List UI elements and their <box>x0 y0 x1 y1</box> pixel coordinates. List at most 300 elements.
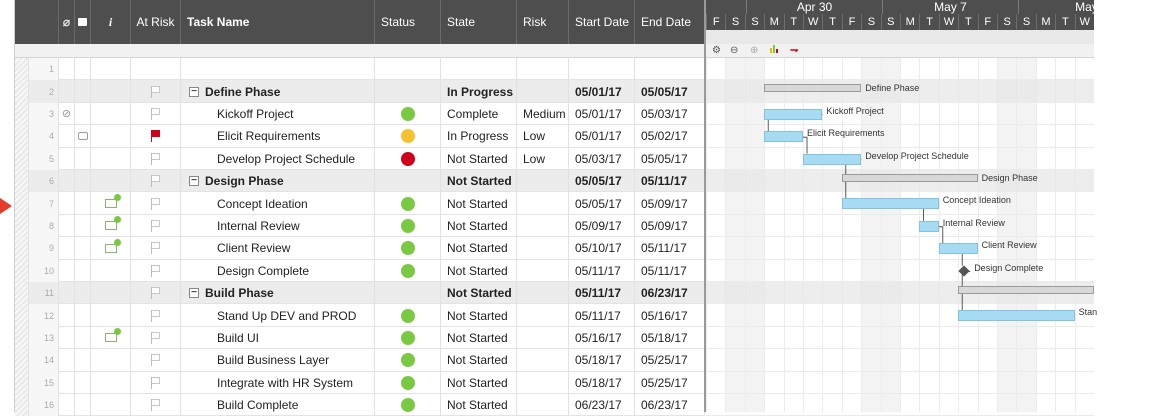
end-date-cell[interactable]: 05/11/17 <box>635 237 705 259</box>
attachment-cell[interactable] <box>59 282 75 304</box>
update-request-icon[interactable] <box>105 333 117 342</box>
day-label: S <box>1016 14 1035 30</box>
at-risk-cell[interactable] <box>131 148 181 170</box>
flag-icon[interactable] <box>151 242 161 254</box>
status-dot <box>401 353 415 367</box>
attachment-cell[interactable] <box>59 372 75 394</box>
state-cell[interactable] <box>441 58 517 80</box>
end-date-cell[interactable]: 05/18/17 <box>635 327 705 349</box>
start-date-cell[interactable] <box>569 58 635 80</box>
collapse-toggle-icon[interactable]: − <box>189 288 199 298</box>
at-risk-column-header[interactable]: At Risk <box>131 0 181 44</box>
info-cell[interactable] <box>91 125 131 147</box>
status-cell[interactable] <box>375 260 441 282</box>
at-risk-cell[interactable] <box>131 327 181 349</box>
attachment-cell[interactable] <box>59 192 75 214</box>
task-name-cell[interactable] <box>181 103 375 125</box>
day-label: M <box>1036 14 1055 30</box>
task-row[interactable] <box>15 58 705 80</box>
end-date-cell[interactable] <box>635 58 705 80</box>
at-risk-cell[interactable] <box>131 282 181 304</box>
comment-cell[interactable] <box>75 394 91 416</box>
phase-bar[interactable] <box>958 286 1094 294</box>
row-number: 7 <box>29 192 59 214</box>
attachment-cell[interactable] <box>59 148 75 170</box>
row-number: 1 <box>29 58 59 80</box>
info-cell[interactable] <box>91 192 131 214</box>
gantt-bar-label: Define Phase <box>865 83 920 94</box>
risk-cell[interactable] <box>517 372 569 394</box>
status-cell[interactable] <box>375 237 441 259</box>
risk-cell[interactable] <box>517 58 569 80</box>
risk-cell[interactable] <box>517 327 569 349</box>
status-cell[interactable] <box>375 170 441 192</box>
comment-cell[interactable] <box>75 260 91 282</box>
task-bar[interactable] <box>764 109 822 120</box>
task-name-cell[interactable] <box>181 304 375 326</box>
comment-cell[interactable] <box>75 327 91 349</box>
task-bar[interactable] <box>939 243 978 254</box>
flag-pennant <box>152 220 160 227</box>
at-risk-cell[interactable] <box>131 372 181 394</box>
notification-badge <box>114 239 121 246</box>
start-date-cell[interactable]: 05/11/17 <box>569 304 635 326</box>
start-date-cell[interactable]: 05/11/17 <box>569 282 635 304</box>
at-risk-cell[interactable] <box>131 394 181 416</box>
start-date-cell[interactable]: 05/01/17 <box>569 80 635 102</box>
task-bar[interactable] <box>919 221 938 232</box>
status-cell[interactable] <box>375 80 441 102</box>
update-request-icon[interactable] <box>105 244 117 253</box>
risk-cell[interactable] <box>517 192 569 214</box>
task-row[interactable] <box>15 237 705 259</box>
row-number: 8 <box>29 215 59 237</box>
grid-subheader <box>15 44 705 58</box>
phase-bar[interactable] <box>764 84 861 92</box>
row-drag-handle[interactable] <box>15 282 29 304</box>
row-drag-handle[interactable] <box>15 304 29 326</box>
day-label: T <box>822 14 841 30</box>
comment-cell[interactable] <box>75 282 91 304</box>
row-drag-handle[interactable] <box>15 170 29 192</box>
flag-pennant <box>152 310 160 317</box>
risk-cell[interactable] <box>517 349 569 371</box>
start-date-cell[interactable]: 05/11/17 <box>569 260 635 282</box>
flag-icon[interactable] <box>151 265 161 277</box>
task-name-cell[interactable] <box>181 260 375 282</box>
flag-pennant <box>152 86 160 93</box>
row-number: 5 <box>29 148 59 170</box>
zoom-out-icon[interactable]: ⊖ <box>730 45 739 56</box>
task-name-cell[interactable] <box>181 215 375 237</box>
info-cell[interactable] <box>91 304 131 326</box>
gantt-bar-label: Design Phase <box>981 173 1038 183</box>
status-column-header[interactable]: Status <box>375 0 441 44</box>
attachment-cell[interactable] <box>59 215 75 237</box>
comment-cell[interactable] <box>75 349 91 371</box>
flag-icon[interactable] <box>151 354 161 366</box>
at-risk-cell[interactable] <box>131 103 181 125</box>
state-cell[interactable]: Not Started <box>441 349 517 371</box>
task-name-cell[interactable] <box>181 148 375 170</box>
flag-pennant <box>152 130 160 137</box>
end-date-cell[interactable]: 05/03/17 <box>635 103 705 125</box>
info-column-header[interactable]: i <box>91 0 131 44</box>
end-date-cell[interactable]: 06/23/17 <box>635 394 705 416</box>
task-name: Design Complete <box>217 263 310 278</box>
task-name-cell[interactable] <box>181 394 375 416</box>
status-cell[interactable] <box>375 215 441 237</box>
row-drag-handle[interactable] <box>15 349 29 371</box>
task-name: Design Phase <box>205 174 284 189</box>
start-date-cell[interactable]: 05/05/17 <box>569 192 635 214</box>
risk-cell[interactable] <box>517 282 569 304</box>
task-row[interactable] <box>15 192 705 214</box>
end-date-cell[interactable]: 05/11/17 <box>635 170 705 192</box>
info-cell[interactable] <box>91 372 131 394</box>
status-dot <box>401 197 415 211</box>
task-name-cell[interactable] <box>181 282 375 304</box>
comment-icon[interactable] <box>78 132 88 140</box>
risk-cell[interactable] <box>517 170 569 192</box>
gantt-toolbar <box>706 44 1094 58</box>
task-row[interactable] <box>15 327 705 349</box>
paperclip-icon[interactable]: ⊘ <box>61 108 72 121</box>
status-cell[interactable] <box>375 282 441 304</box>
comment-cell[interactable] <box>75 148 91 170</box>
flag-pennant <box>152 265 160 272</box>
row-drag-handle[interactable] <box>15 394 29 416</box>
task-bar[interactable] <box>842 198 939 209</box>
task-row[interactable] <box>15 372 705 394</box>
row-drag-handle[interactable] <box>15 372 29 394</box>
row-drag-handle[interactable] <box>15 148 29 170</box>
risk-cell[interactable] <box>517 215 569 237</box>
info-cell[interactable] <box>91 80 131 102</box>
day-label: F <box>706 14 725 30</box>
start-date-cell[interactable]: 05/18/17 <box>569 372 635 394</box>
status-cell[interactable] <box>375 148 441 170</box>
task-row[interactable] <box>15 103 705 125</box>
day-label: S <box>997 14 1016 30</box>
attachment-cell[interactable] <box>59 304 75 326</box>
row-drag-handle[interactable] <box>15 260 29 282</box>
week-label: May <box>1018 0 1154 14</box>
at-risk-cell[interactable] <box>131 304 181 326</box>
task-name-column-header[interactable]: Task Name <box>181 0 375 44</box>
row-drag-handle[interactable] <box>15 103 29 125</box>
end-date-cell[interactable]: 05/25/17 <box>635 349 705 371</box>
row-number: 10 <box>29 260 59 282</box>
row-number: 13 <box>29 327 59 349</box>
info-cell[interactable] <box>91 58 131 80</box>
status-cell[interactable] <box>375 192 441 214</box>
state-cell[interactable]: Not Started <box>441 304 517 326</box>
comment-cell[interactable] <box>75 125 91 147</box>
end-date-cell[interactable]: 05/05/17 <box>635 80 705 102</box>
task-name-cell[interactable] <box>181 327 375 349</box>
flag-icon[interactable] <box>151 220 161 232</box>
day-label: T <box>919 14 938 30</box>
zoom-in-icon[interactable]: ⊕ <box>750 45 759 56</box>
start-date-cell[interactable]: 05/10/17 <box>569 237 635 259</box>
task-row[interactable] <box>15 215 705 237</box>
task-bar[interactable] <box>764 131 803 142</box>
state-cell[interactable]: Not Started <box>441 237 517 259</box>
flag-icon[interactable] <box>151 399 161 411</box>
task-row[interactable] <box>15 148 705 170</box>
task-row[interactable] <box>15 394 705 416</box>
attachment-cell[interactable] <box>59 237 75 259</box>
status-dot <box>401 152 415 166</box>
info-cell[interactable] <box>91 394 131 416</box>
at-risk-cell[interactable] <box>131 260 181 282</box>
at-risk-cell[interactable] <box>131 349 181 371</box>
row-drag-handle[interactable] <box>15 327 29 349</box>
flag-icon[interactable] <box>151 310 161 322</box>
status-dot <box>401 129 415 143</box>
attachment-cell[interactable] <box>59 103 75 125</box>
flag-icon[interactable] <box>151 108 161 120</box>
risk-cell[interactable] <box>517 260 569 282</box>
info-cell[interactable] <box>91 349 131 371</box>
info-cell[interactable] <box>91 103 131 125</box>
task-name-cell[interactable] <box>181 237 375 259</box>
state-cell[interactable]: Not Started <box>441 282 517 304</box>
state-cell[interactable]: Not Started <box>441 327 517 349</box>
row-drag-handle[interactable] <box>15 58 29 80</box>
state-column-header[interactable]: State <box>441 0 517 44</box>
notification-badge <box>114 328 121 335</box>
gantt-row <box>706 58 1094 80</box>
flag-icon[interactable] <box>151 130 161 142</box>
day-label: T <box>958 14 977 30</box>
state-cell[interactable]: In Progress <box>441 125 517 147</box>
at-risk-cell[interactable] <box>131 170 181 192</box>
row-number: 16 <box>29 394 59 416</box>
end-date-cell[interactable]: 05/16/17 <box>635 304 705 326</box>
update-request-icon[interactable] <box>105 199 117 208</box>
status-dot <box>401 241 415 255</box>
task-name: Build Phase <box>205 286 274 301</box>
comment-cell[interactable] <box>75 80 91 102</box>
row-drag-handle[interactable] <box>15 192 29 214</box>
at-risk-cell[interactable] <box>131 237 181 259</box>
end-date-cell[interactable]: 05/09/17 <box>635 215 705 237</box>
row-number: 12 <box>29 304 59 326</box>
comment-cell[interactable] <box>75 304 91 326</box>
end-date-cell[interactable]: 05/11/17 <box>635 260 705 282</box>
task-bar[interactable] <box>803 154 861 165</box>
attachment-cell[interactable] <box>59 80 75 102</box>
flag-icon[interactable] <box>151 175 161 187</box>
state-cell[interactable]: In Progress <box>441 80 517 102</box>
risk-cell[interactable]: Medium <box>517 103 569 125</box>
row-drag-handle[interactable] <box>15 125 29 147</box>
state-cell[interactable]: Not Started <box>441 215 517 237</box>
task-name: Develop Project Schedule <box>217 151 356 166</box>
start-date-cell[interactable]: 06/23/17 <box>569 394 635 416</box>
task-name-cell[interactable] <box>181 192 375 214</box>
flag-pennant <box>152 354 160 361</box>
info-cell[interactable] <box>91 327 131 349</box>
comment-cell[interactable] <box>75 103 91 125</box>
phase-row[interactable] <box>15 80 705 102</box>
update-request-icon[interactable] <box>105 221 117 230</box>
row-drag-handle[interactable] <box>15 215 29 237</box>
comment-cell[interactable] <box>75 192 91 214</box>
risk-cell[interactable]: Low <box>517 125 569 147</box>
phase-row[interactable] <box>15 170 705 192</box>
risk-column-header[interactable]: Risk <box>517 0 569 44</box>
task-name: Kickoff Project <box>217 106 294 121</box>
gear-icon[interactable]: ⚙ <box>712 45 721 56</box>
task-row[interactable] <box>15 349 705 371</box>
row-number: 3 <box>29 103 59 125</box>
start-date-cell[interactable]: 05/09/17 <box>569 215 635 237</box>
task-row[interactable] <box>15 125 705 147</box>
start-date-cell[interactable]: 05/16/17 <box>569 327 635 349</box>
day-label: T <box>1055 14 1074 30</box>
day-label: F <box>978 14 997 30</box>
attachment-cell[interactable] <box>59 260 75 282</box>
task-name-cell[interactable] <box>181 372 375 394</box>
risk-cell[interactable] <box>517 237 569 259</box>
state-cell[interactable]: Not Started <box>441 372 517 394</box>
end-date-column-header[interactable]: End Date <box>635 0 705 44</box>
day-label: S <box>745 14 764 30</box>
task-name-cell[interactable] <box>181 349 375 371</box>
comment-cell[interactable] <box>75 170 91 192</box>
end-date-cell[interactable]: 05/09/17 <box>635 192 705 214</box>
end-date-cell[interactable]: 06/23/17 <box>635 282 705 304</box>
day-label: F <box>842 14 861 30</box>
risk-cell[interactable] <box>517 394 569 416</box>
info-cell[interactable] <box>91 148 131 170</box>
status-cell[interactable] <box>375 103 441 125</box>
gantt-row <box>706 327 1094 349</box>
info-cell[interactable] <box>91 215 131 237</box>
status-cell[interactable] <box>375 349 441 371</box>
comment-cell[interactable] <box>75 372 91 394</box>
attachment-cell[interactable] <box>59 125 75 147</box>
attachment-cell[interactable] <box>59 327 75 349</box>
status-cell[interactable] <box>375 372 441 394</box>
info-cell[interactable] <box>91 170 131 192</box>
start-date-cell[interactable]: 05/05/17 <box>569 170 635 192</box>
task-name: Elicit Requirements <box>217 129 321 144</box>
row-drag-handle[interactable] <box>15 80 29 102</box>
state-cell[interactable]: Not Started <box>441 148 517 170</box>
state-cell[interactable]: Not Started <box>441 170 517 192</box>
risk-cell[interactable] <box>517 80 569 102</box>
state-cell[interactable]: Not Started <box>441 260 517 282</box>
row-drag-handle[interactable] <box>15 237 29 259</box>
collapse-toggle-icon[interactable]: − <box>189 176 199 186</box>
end-date-cell[interactable]: 05/05/17 <box>635 148 705 170</box>
flag-icon[interactable] <box>151 86 161 98</box>
status-cell[interactable] <box>375 394 441 416</box>
info-cell[interactable] <box>91 282 131 304</box>
task-bar[interactable] <box>958 310 1074 321</box>
row-number-header <box>15 0 59 44</box>
risk-cell[interactable]: Low <box>517 148 569 170</box>
end-date-cell[interactable]: 05/02/17 <box>635 125 705 147</box>
status-cell[interactable] <box>375 327 441 349</box>
flag-icon[interactable] <box>151 198 161 210</box>
task-name-cell[interactable] <box>181 170 375 192</box>
state-cell[interactable]: Not Started <box>441 192 517 214</box>
attachment-cell[interactable] <box>59 349 75 371</box>
day-label: S <box>861 14 880 30</box>
at-risk-cell[interactable] <box>131 192 181 214</box>
comments-column-header[interactable] <box>75 0 91 44</box>
critical-path-icon[interactable] <box>770 45 778 57</box>
flag-icon[interactable] <box>151 153 161 165</box>
task-row[interactable] <box>15 260 705 282</box>
collapse-toggle-icon[interactable]: − <box>189 87 199 97</box>
start-date-cell[interactable]: 05/03/17 <box>569 148 635 170</box>
attachment-cell[interactable] <box>59 58 75 80</box>
comment-cell[interactable] <box>75 58 91 80</box>
task-name-cell[interactable] <box>181 125 375 147</box>
row-number: 14 <box>29 349 59 371</box>
phase-row[interactable] <box>15 282 705 304</box>
state-cell[interactable]: Not Started <box>441 394 517 416</box>
attachment-cell[interactable] <box>59 170 75 192</box>
start-date-cell[interactable]: 05/01/17 <box>569 125 635 147</box>
status-dot <box>401 309 415 323</box>
at-risk-cell[interactable] <box>131 80 181 102</box>
at-risk-cell[interactable] <box>131 58 181 80</box>
end-date-cell[interactable]: 05/25/17 <box>635 372 705 394</box>
day-label: M <box>764 14 783 30</box>
attachments-column-header[interactable] <box>59 0 75 44</box>
info-cell[interactable] <box>91 237 131 259</box>
day-label: S <box>725 14 744 30</box>
status-cell[interactable] <box>375 304 441 326</box>
flag-icon[interactable] <box>151 377 161 389</box>
flag-icon[interactable] <box>151 287 161 299</box>
at-risk-cell[interactable] <box>131 125 181 147</box>
comment-cell[interactable] <box>75 237 91 259</box>
gantt-week-header <box>706 0 1098 14</box>
status-cell[interactable] <box>375 58 441 80</box>
start-date-cell[interactable]: 05/18/17 <box>569 349 635 371</box>
at-risk-cell[interactable] <box>131 215 181 237</box>
task-name-cell[interactable] <box>181 80 375 102</box>
start-date-cell[interactable]: 05/01/17 <box>569 103 635 125</box>
attachment-cell[interactable] <box>59 394 75 416</box>
risk-cell[interactable] <box>517 304 569 326</box>
flag-pennant <box>152 175 160 182</box>
grid-header <box>15 0 705 44</box>
comment-cell[interactable] <box>75 215 91 237</box>
state-cell[interactable]: Complete <box>441 103 517 125</box>
dependencies-icon[interactable]: ⇁ <box>790 45 799 56</box>
status-cell[interactable] <box>375 125 441 147</box>
task-name: Client Review <box>217 241 291 256</box>
gantt-bar-label: Design Complete <box>974 262 1044 273</box>
flag-pennant <box>152 242 160 249</box>
day-label: S <box>881 14 900 30</box>
start-date-column-header[interactable]: Start Date <box>569 0 635 44</box>
task-name-cell[interactable] <box>181 58 375 80</box>
info-cell[interactable] <box>91 260 131 282</box>
phase-bar[interactable] <box>842 174 978 182</box>
task-row[interactable] <box>15 304 705 326</box>
flag-icon[interactable] <box>151 332 161 344</box>
